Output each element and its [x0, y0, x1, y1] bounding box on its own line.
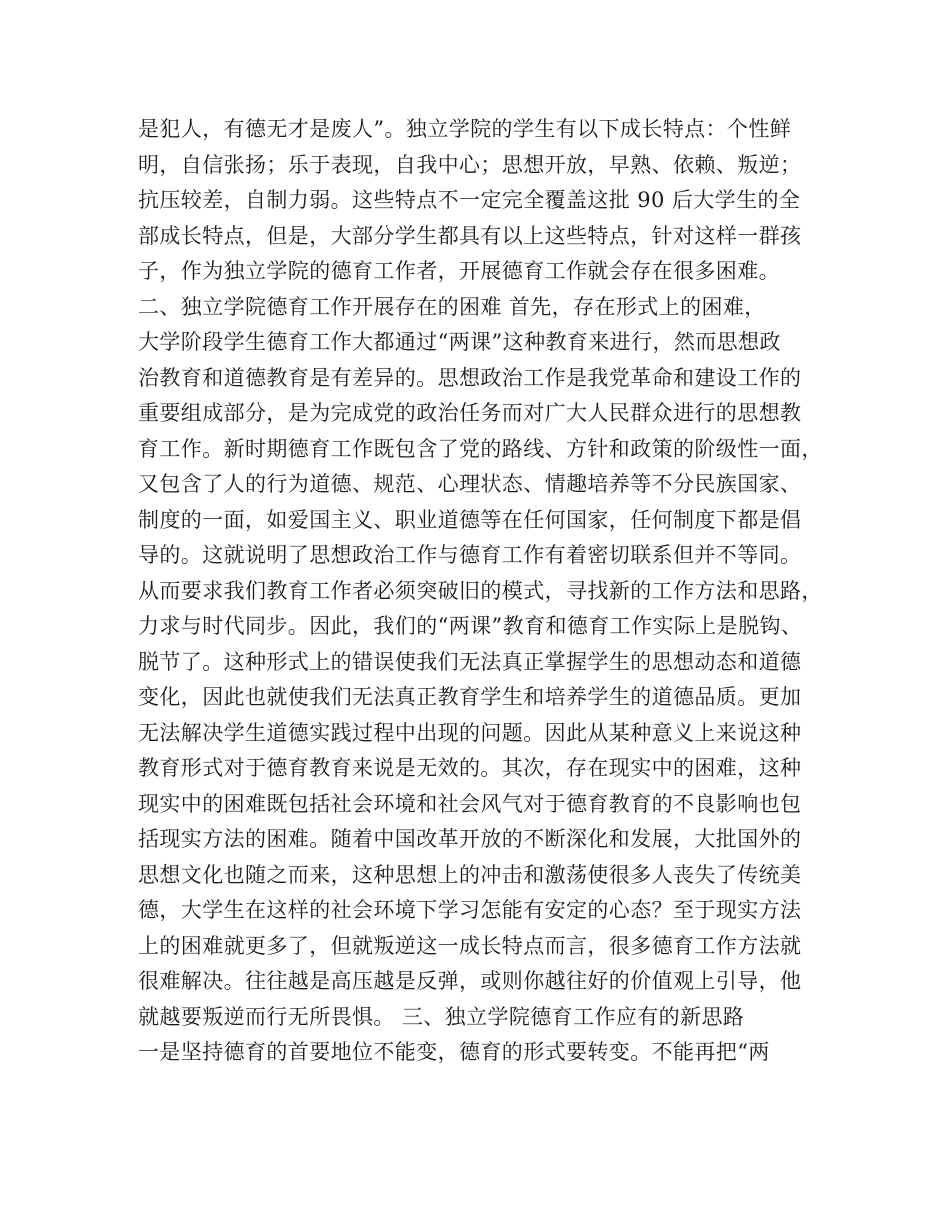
text-line: 制度的一面，如爱国主义、职业道德等在任何国家，任何制度下都是倡 — [138, 507, 802, 532]
text-line: 明，自信张扬；乐于表现，自我中心；思想开放，早熟、依赖、叛逆； — [138, 152, 802, 177]
text-line: 变化，因此也就使我们无法真正教育学生和培养学生的道德品质。更加 — [138, 685, 802, 709]
text-line: 从而要求我们教育工作者必须突破旧的模式，寻找新的工作方法和思路， — [138, 578, 823, 603]
text-line: 导的。这就说明了思想政治工作与德育工作有着密切联系但并不等同。 — [138, 543, 802, 567]
text-line: 教育形式对于德育教育来说是无效的。其次，存在现实中的困难，这种 — [138, 756, 802, 780]
text-line: 大学阶段学生德育工作大都通过“两课”这种教育来进行，然而思想政 — [138, 330, 781, 354]
text-line: 思想文化也随之而来，这种思想上的冲击和激荡使很多人丧失了传统美 — [138, 862, 802, 887]
text-line: 现实中的困难既包括社会环境和社会风气对于德育教育的不良影响也包 — [138, 791, 802, 816]
text-line: 括现实方法的困难。随着中国改革开放的不断深化和发展，大批国外的 — [138, 827, 802, 851]
text-line: 是犯人，有德无才是废人”。独立学院的学生有以下成长特点：个性鲜 — [138, 117, 792, 141]
text-line: 又包含了人的行为道德、规范、心理状态、情趣培养等不分民族国家、 — [138, 472, 802, 496]
body-text — [138, 112, 838, 1071]
text-line: 重要组成部分，是为完成党的政治任务而对广大人民群众进行的思想教 — [138, 401, 802, 425]
text-line: 育工作。新时期德育工作既包含了党的路线、方针和政策的阶级性一面， — [138, 436, 823, 461]
text-line: 力求与时代同步。因此，我们的“两课”教育和德育工作实际上是脱钩、 — [138, 614, 803, 638]
text-line: 很难解决。往往越是高压越是反弹，或则你越往好的价值观上引导，他 — [138, 969, 802, 993]
text-line: 治教育和道德教育是有差异的。思想政治工作是我党革命和建设工作的 — [138, 365, 802, 390]
text-line: 德，大学生在这样的社会环境下学习怎能有安定的心态？至于现实方法 — [138, 898, 802, 922]
text-line: 部成长特点，但是，大部分学生都具有以上这些特点，针对这样一群孩 — [138, 223, 802, 248]
text-line: 无法解决学生道德实践过程中出现的问题。因此从某种意义上来说这种 — [138, 720, 802, 745]
text-line: 上的困难就更多了，但就叛逆这一成长特点而言，很多德育工作方法就 — [138, 933, 802, 958]
text-line: 一是坚持德育的首要地位不能变，德育的形式要转变。不能再把“两 — [138, 1040, 770, 1064]
text-line: 子，作为独立学院的德育工作者，开展德育工作就会存在很多困难。 — [138, 259, 780, 283]
text-line: 脱节了。这种形式上的错误使我们无法真正掌握学生的思想动态和道德 — [138, 649, 802, 674]
text-line: 二、独立学院德育工作开展存在的困难 首先，存在形式上的困难， — [138, 294, 766, 319]
text-line: 就越要叛逆而行无所畏惧。 三、独立学院德育工作应有的新思路 — [138, 1004, 745, 1029]
text-line: 抗压较差，自制力弱。这些特点不一定完全覆盖这批 90 后大学生的全 — [138, 188, 801, 212]
